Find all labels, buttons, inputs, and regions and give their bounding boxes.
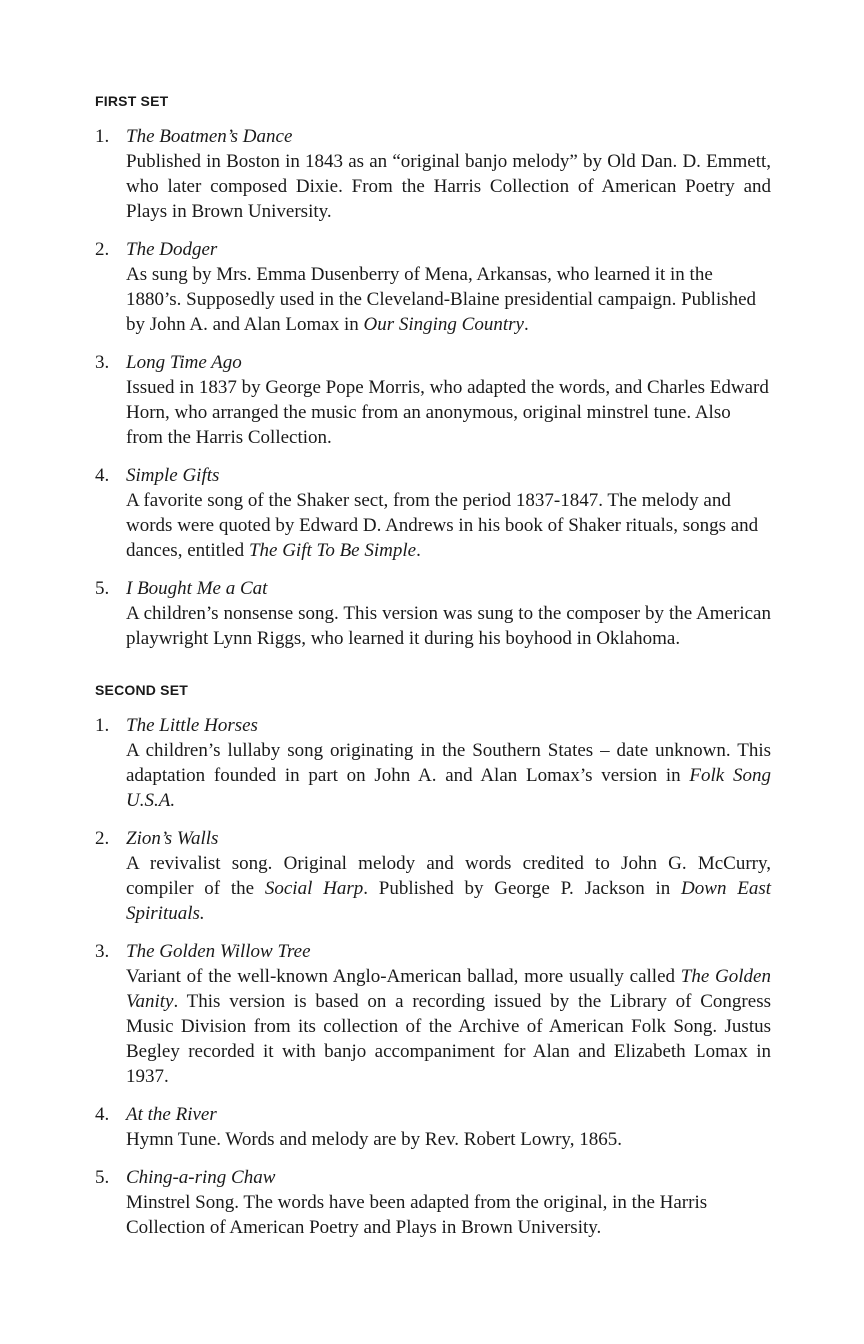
song-title: I Bought Me a Cat — [126, 578, 268, 599]
song-entry — [95, 350, 771, 450]
song-description — [126, 375, 771, 450]
song-number: 4. — [95, 465, 110, 486]
song-entry — [95, 826, 771, 926]
song-title: Ching-a-ring Chaw — [126, 1167, 276, 1188]
desc-text: . Published by George P. Jackson in — [363, 878, 682, 899]
desc-text: A revivalist song. Original melody and words credited to John G. McCurry, compiler of the — [126, 853, 771, 899]
desc-text: Hymn Tune. Words and melody are by Rev. Robert Lowry, 1865. — [126, 1129, 622, 1150]
publication-title: Folk Song U.S.A. — [126, 765, 771, 811]
song-number: 3. — [95, 352, 110, 373]
second-set-list — [95, 713, 771, 1240]
song-description — [126, 851, 771, 926]
song-entry — [95, 1165, 771, 1240]
song-description — [126, 1127, 771, 1152]
desc-text: Published in Boston in 1843 as an “original banjo melody” by Old Dan. D. Emmett, who later composed Dixie. From the Harris Collection of American Poetry and Plays in Brown University. — [126, 151, 771, 222]
song-title: Simple Gifts — [126, 465, 220, 486]
song-number: 3. — [95, 941, 110, 962]
desc-text: . — [523, 314, 529, 335]
publication-title: Social Harp — [264, 878, 364, 899]
song-title: The Little Horses — [126, 715, 258, 736]
publication-title: The Golden Vanity — [126, 966, 771, 1012]
publication-title: Down East Spirituals. — [126, 878, 771, 924]
second-set-heading: SECOND SET — [95, 682, 189, 698]
song-description — [126, 488, 771, 563]
desc-text: . This version is based on a recording issued by the Library of Congress Music Division from its collection of the Archive of American Folk Song. Justus Begley recorded it with banjo accompaniment for Alan and Elizabeth Lomax in 1937. — [126, 991, 771, 1087]
song-description — [126, 1190, 771, 1240]
first-set-list — [95, 124, 771, 651]
song-entry — [95, 939, 771, 1089]
desc-text: A children’s lullaby song originating in the Southern States – date unknown. This adaptation founded in part on John A. and Alan Lomax’s version in — [126, 740, 771, 786]
song-description — [126, 738, 771, 813]
desc-text: A favorite song of the Shaker sect, from the period 1837-1847. The melody and words were quoted by Edward D. Andrews in his book of Shaker rituals, songs and dances, entitled — [126, 490, 759, 561]
desc-text: As sung by Mrs. Emma Dusenberry of Mena, Arkansas, who learned it in the 1880’s. Supposedly used in the Cleveland-Blaine presidential campaign. Published by John A. and Alan Lomax in — [126, 264, 757, 335]
publication-title: The Gift To Be Simple — [248, 540, 417, 561]
song-title: Zion’s Walls — [126, 828, 219, 849]
first-set-heading: FIRST SET — [95, 93, 169, 109]
song-number: 5. — [95, 578, 110, 599]
song-entry — [95, 124, 771, 224]
publication-title: Our Singing Country — [363, 314, 524, 335]
song-number: 1. — [95, 126, 110, 147]
song-description — [126, 601, 771, 651]
song-number: 5. — [95, 1167, 110, 1188]
song-entry — [95, 713, 771, 813]
desc-text: Issued in 1837 by George Pope Morris, who adapted the words, and Charles Edward Horn, who arranged the music from an anonymous, original minstrel tune. Also from the Harris Collection. — [126, 377, 769, 448]
song-description — [126, 149, 771, 224]
song-entry — [95, 237, 771, 337]
song-title: The Boatmen’s Dance — [126, 126, 293, 147]
song-number: 4. — [95, 1104, 110, 1125]
song-number: 1. — [95, 715, 110, 736]
song-title: At the River — [126, 1104, 217, 1125]
desc-text: . — [416, 540, 421, 561]
song-description — [126, 262, 771, 337]
notes-page — [95, 92, 771, 1240]
song-entry — [95, 1102, 771, 1152]
desc-text: Variant of the well-known Anglo-American ballad, more usually called — [126, 966, 681, 987]
song-title: The Dodger — [126, 239, 218, 260]
song-entry — [95, 576, 771, 651]
desc-text: A children’s nonsense song. This version was sung to the composer by the American playwright Lynn Riggs, who learned it during his boyhood in Oklahoma. — [126, 603, 771, 649]
song-number: 2. — [95, 239, 110, 260]
song-description — [126, 964, 771, 1089]
song-entry — [95, 463, 771, 563]
song-title: The Golden Willow Tree — [126, 941, 311, 962]
desc-text: Minstrel Song. The words have been adapted from the original, in the Harris Collection of American Poetry and Plays in Brown University. — [126, 1192, 708, 1238]
song-number: 2. — [95, 828, 110, 849]
song-title: Long Time Ago — [126, 352, 242, 373]
